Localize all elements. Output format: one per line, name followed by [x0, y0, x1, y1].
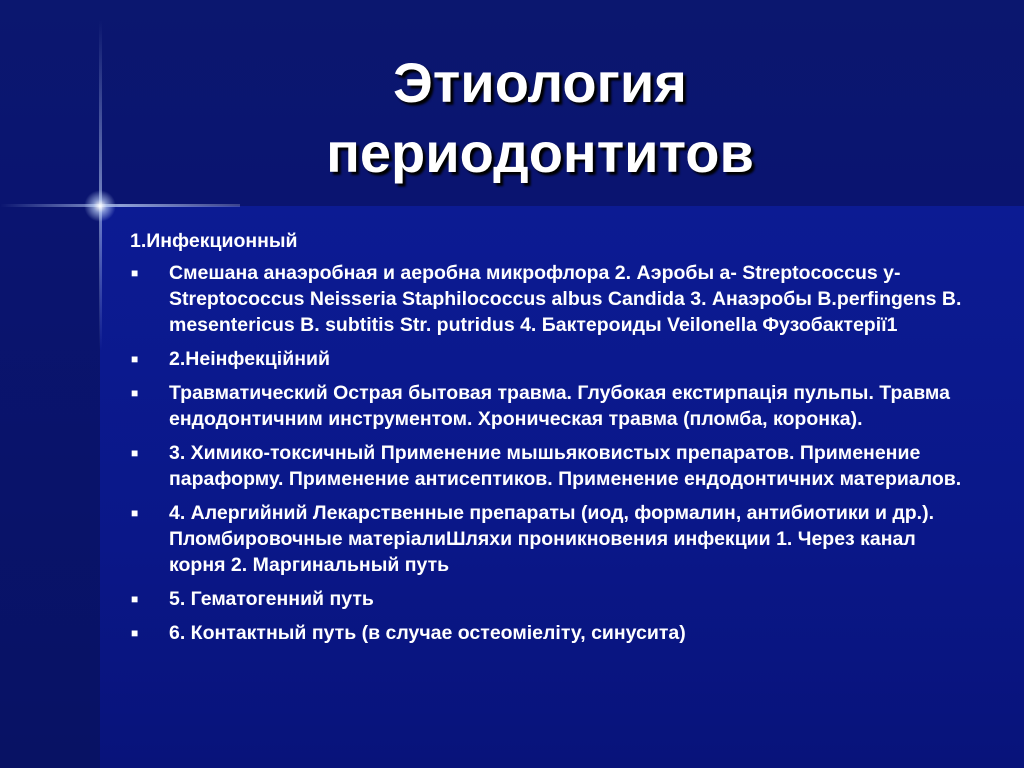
bullet-item — [130, 380, 970, 432]
lens-flare-vertical — [99, 20, 102, 350]
left-band — [0, 206, 100, 768]
bullet-square-icon: ■ — [131, 592, 139, 606]
bullet-square-icon: ■ — [131, 626, 139, 640]
bullet-item — [130, 620, 970, 646]
slide-title — [200, 48, 880, 188]
lens-flare-horizontal — [0, 204, 240, 207]
bullet-square-icon: ■ — [131, 506, 139, 520]
bullet-text: 5. Гематогенний путь — [169, 588, 374, 610]
slide-body — [130, 228, 970, 654]
title-line-2: периодонтитов — [326, 121, 754, 184]
bullet-item — [130, 440, 970, 492]
bullet-text: Травматический Острая бытовая травма. Глубокая екстирпація пульпы. Травма ендодонтичним инструментом. Хроническая травма (пломба, коронка). — [169, 382, 950, 430]
bullet-item — [130, 586, 970, 612]
bullet-square-icon: ■ — [131, 446, 139, 460]
section-heading: 1.Инфекционный — [130, 230, 298, 252]
bullet-text: 2.Неінфекційний — [169, 348, 330, 370]
bullet-text: 4. Алергийний Лекарственные препараты (иод, формалин, антибиотики и др.). Пломбировочные матеріалиШляхи проникновения инфекции 1. Через канал корня 2. Маргинальный путь — [169, 502, 935, 576]
bullet-square-icon: ■ — [131, 352, 139, 366]
bullet-text: Смешана анаэробная и аеробна микрофлора 2. Аэробы a- Streptococcus y- Streptococcus Neisseria Staphilococcus albus Candida 3. Анаэробы B.perfingens B. mesentericus B. subtitis Str. putridus 4. Бактероиды Veilonella Фузобактерії1 — [169, 262, 962, 336]
bullet-square-icon: ■ — [131, 386, 139, 400]
bullet-text: 3. Химико-токсичный Применение мышьяковистых препаратов. Применение параформу. Применение антисептиков. Применение ендодонтичних материалов. — [169, 442, 962, 490]
lens-flare-core — [84, 190, 116, 222]
bullet-item — [130, 260, 970, 338]
bullet-item — [130, 500, 970, 578]
bullet-item — [130, 346, 970, 372]
bullet-square-icon: ■ — [131, 266, 139, 280]
bullet-text: 6. Контактный путь (в случае остеоміеліту, синусита) — [169, 622, 686, 644]
title-line-1: Этиология — [393, 51, 687, 114]
